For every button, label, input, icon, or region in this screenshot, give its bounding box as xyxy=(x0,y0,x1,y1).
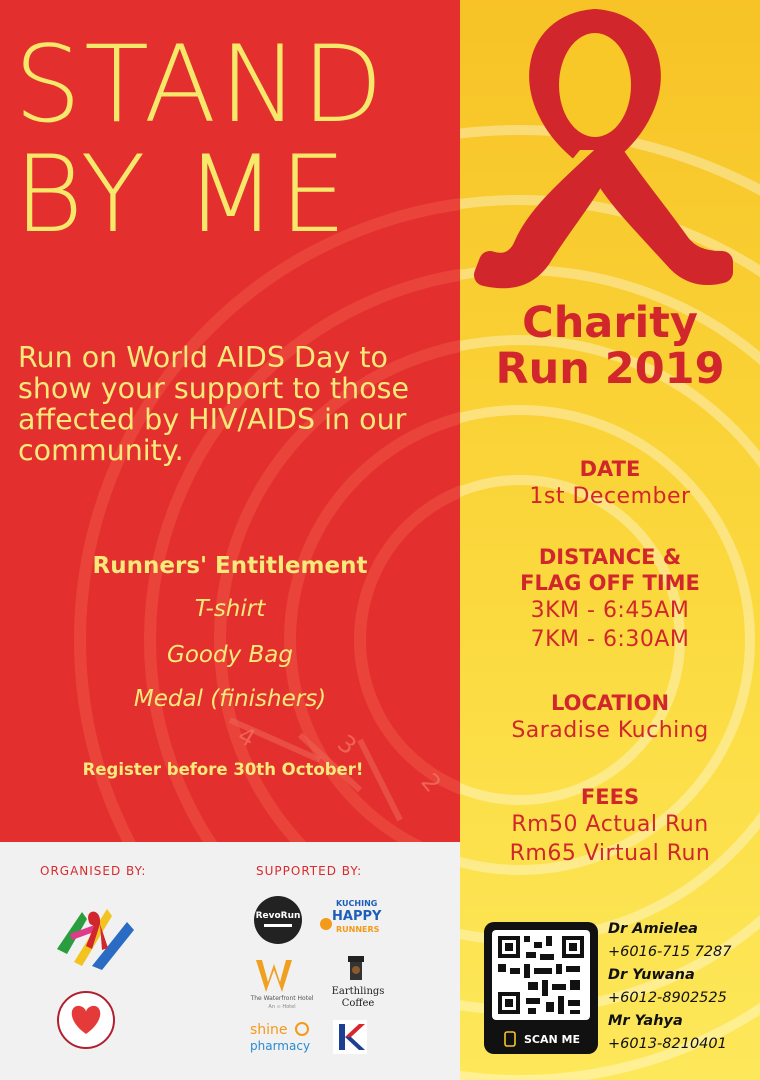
revrun-text: RevoRun xyxy=(255,911,301,921)
register-note: Register before 30th October! xyxy=(82,760,364,779)
title-line-2: BY ME xyxy=(14,133,350,256)
supported-by-label: SUPPORTED BY: xyxy=(256,864,363,878)
organiser-ribbon-logo xyxy=(52,904,142,972)
date-section xyxy=(460,456,760,511)
location-label: LOCATION xyxy=(550,691,670,715)
distance-section xyxy=(460,544,760,654)
entitlement-medal: Medal (finishers) xyxy=(133,686,327,712)
waterfront-text-2: An ∞ Hotel xyxy=(268,1004,296,1010)
event-description: Run on World AIDS Day to show your support to those affected by HIV/AIDS in our community. xyxy=(18,341,410,467)
contact-2-phone: +6012-8902525 xyxy=(608,990,727,1006)
earthlings-coffee-logo xyxy=(328,950,388,1014)
fee-actual-run: Rm50 Actual Run xyxy=(511,812,709,837)
entitlement-tshirt: T-shirt xyxy=(194,596,266,622)
kuching-happy-runners-logo xyxy=(318,894,388,942)
sponsors-panel xyxy=(0,842,460,1080)
date-label: DATE xyxy=(579,457,641,481)
k-brand-logo xyxy=(333,1020,367,1054)
distance-3km: 3KM - 6:45AM xyxy=(530,598,690,623)
event-title-line-1: Charity xyxy=(522,298,698,348)
distance-label-2: FLAG OFF TIME xyxy=(520,571,700,595)
fee-virtual-run: Rm65 Virtual Run xyxy=(509,841,711,866)
contact-2-name: Dr Yuwana xyxy=(608,967,695,983)
contact-1-name: Dr Amielea xyxy=(608,921,698,937)
date-value: 1st December xyxy=(529,484,691,509)
contact-list xyxy=(608,918,758,1056)
contact-3-phone: +6013-8210401 xyxy=(608,1036,727,1052)
left-panel xyxy=(0,0,460,842)
fees-section xyxy=(460,784,760,868)
track-number-2: 2 xyxy=(415,767,447,798)
scan-me-button[interactable] xyxy=(489,1027,595,1051)
earthlings-text-1: Earthlings xyxy=(331,986,385,997)
entitlement-goody-bag: Goody Bag xyxy=(167,642,293,668)
khr-text-3: RUNNERS xyxy=(336,925,380,934)
location-section xyxy=(460,690,760,745)
distance-label-1: DISTANCE & xyxy=(538,545,682,569)
event-title-line-2: Run 2019 xyxy=(495,344,725,394)
earthlings-text-2: Coffee xyxy=(341,998,375,1009)
khr-text-1: KUCHING xyxy=(336,899,378,908)
contact-3-name: Mr Yahya xyxy=(608,1013,683,1029)
location-value: Saradise Kuching xyxy=(511,718,709,743)
track-number-3: 3 xyxy=(332,729,362,761)
waterfront-hotel-logo xyxy=(246,956,318,1010)
scan-me-label: SCAN ME xyxy=(523,1032,580,1046)
shine-text-1: shine xyxy=(250,1022,288,1038)
organised-by-label: ORGANISED BY: xyxy=(40,864,147,878)
contact-1-phone: +6016-715 7287 xyxy=(608,944,732,960)
qr-pattern-icon xyxy=(484,922,598,1022)
red-ribbon-runner-icon xyxy=(460,0,760,300)
fees-label: FEES xyxy=(580,785,640,809)
shine-pharmacy-logo xyxy=(246,1018,318,1058)
distance-7km: 7KM - 6:30AM xyxy=(530,627,690,652)
revrun-logo xyxy=(252,894,304,946)
title-line-1: STAND xyxy=(14,23,387,146)
entitlement-heading: Runners' Entitlement xyxy=(92,553,368,579)
organiser-seal-logo xyxy=(56,990,116,1050)
khr-text-2: HAPPY xyxy=(332,909,382,924)
waterfront-text-1: The Waterfront Hotel xyxy=(250,995,314,1002)
phone-icon xyxy=(504,1031,516,1047)
shine-text-2: pharmacy xyxy=(250,1039,311,1053)
track-number-4: 4 xyxy=(233,720,261,753)
